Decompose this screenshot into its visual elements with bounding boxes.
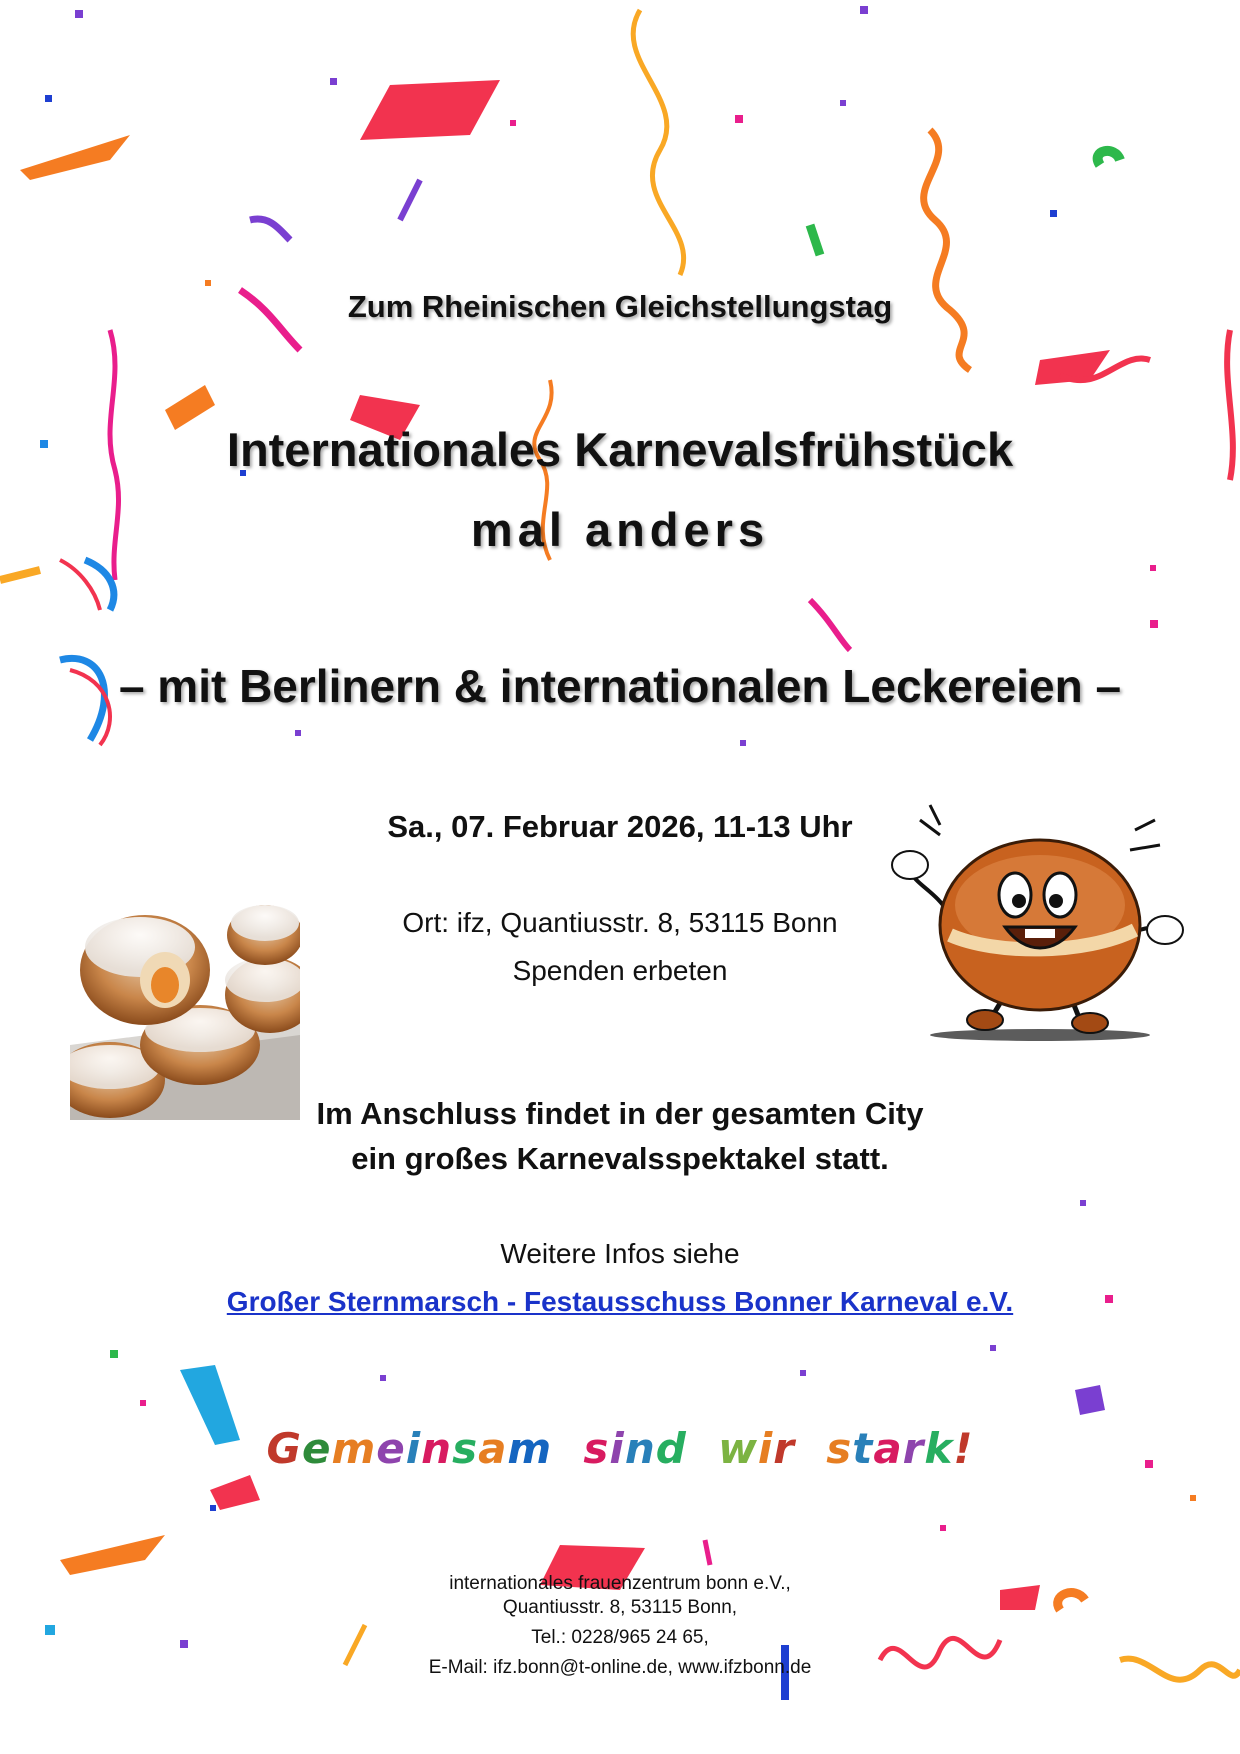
footer-address: Quantiusstr. 8, 53115 Bonn,	[502, 1597, 738, 1618]
berliner-donuts-photo-icon	[70, 875, 300, 1120]
footer-org: internationales frauenzentrum bonn e.V.,	[449, 1573, 791, 1594]
slogan-word: stark!	[826, 1424, 974, 1473]
event-location: Ort: ifz, Quantiusstr. 8, 53115 Bonn	[402, 907, 838, 938]
footer-email: E-Mail: ifz.bonn@t-online.de, www.ifzbonn.de	[428, 1657, 812, 1678]
festausschuss-link[interactable]: Großer Sternmarsch - Festausschuss Bonner Karneval e.V.	[226, 1286, 1014, 1317]
event-title-line2: mal anders	[470, 503, 770, 556]
more-info-intro: Weitere Infos siehe	[500, 1238, 740, 1269]
slogan-word: Gemeinsam	[266, 1424, 553, 1473]
slogan-word: wir	[718, 1424, 795, 1473]
slogan-word: sind	[583, 1424, 687, 1473]
followup-line1: Im Anschluss findet in der gesamten City	[316, 1096, 924, 1131]
slogan	[0, 1424, 1240, 1473]
event-title-line1: Internationales Karnevalsfrühstück	[226, 423, 1014, 476]
followup-line2: ein großes Karnevalsspektakel statt.	[351, 1141, 889, 1176]
walking-berliner-mascot-icon	[885, 795, 1195, 1050]
event-subtitle: Zum Rheinischen Gleichstellungstag	[347, 289, 893, 324]
event-date: Sa., 07. Februar 2026, 11-13 Uhr	[387, 809, 853, 844]
footer-phone: Tel.: 0228/965 24 65,	[531, 1627, 709, 1648]
donation-note: Spenden erbeten	[512, 955, 728, 986]
event-tagline: – mit Berlinern & internationalen Leckereien –	[118, 660, 1122, 712]
